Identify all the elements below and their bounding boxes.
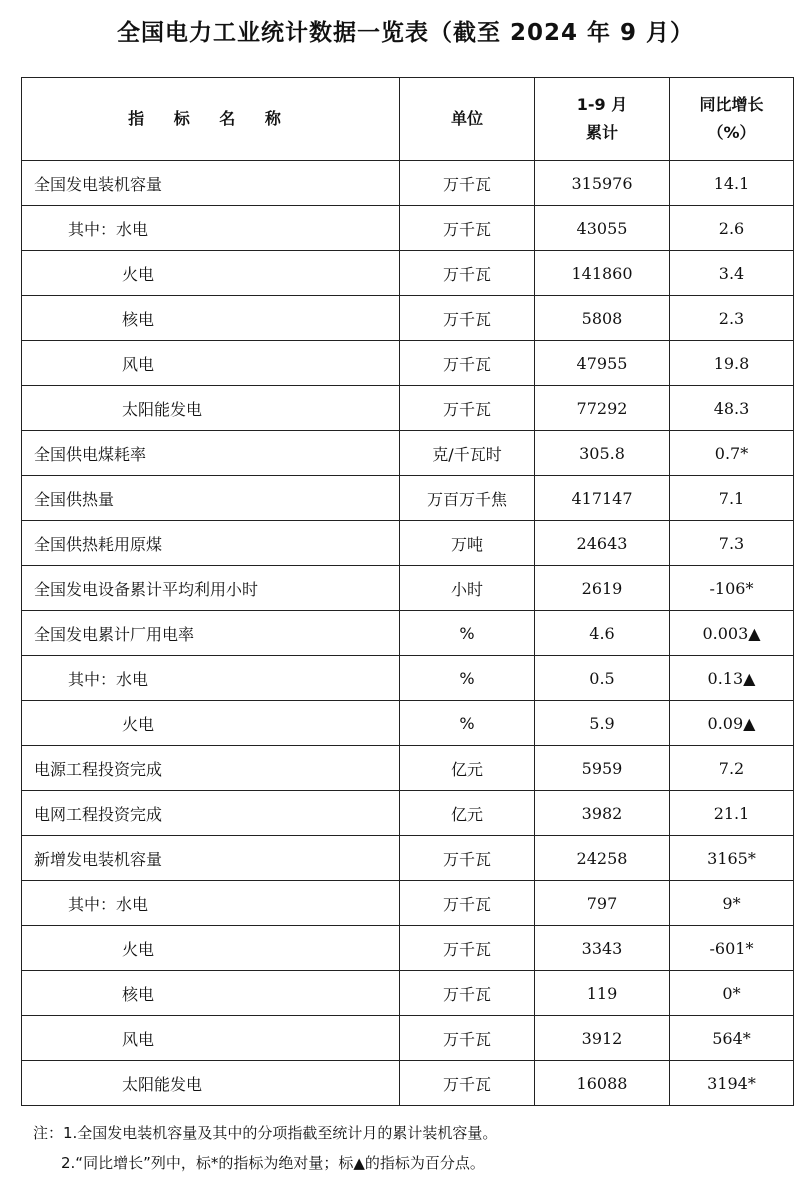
indicator-name-cell: 火电	[22, 251, 400, 296]
indicator-name-cell: 核电	[22, 296, 400, 341]
unit-cell: %	[400, 701, 535, 746]
growth-value-cell: 0*	[670, 971, 794, 1016]
unit-cell: 克/千瓦时	[400, 431, 535, 476]
cumulative-value-cell: 5959	[535, 746, 670, 791]
footnote-1: 注：1.全国发电装机容量及其中的分项指截至统计月的累计装机容量。	[33, 1124, 498, 1142]
cumulative-value-cell: 315976	[535, 161, 670, 206]
statistics-table	[21, 77, 794, 1106]
unit-cell: 万千瓦	[400, 881, 535, 926]
unit-cell: 万百万千焦	[400, 476, 535, 521]
unit-cell: 万千瓦	[400, 926, 535, 971]
cumulative-value-cell: 2619	[535, 566, 670, 611]
unit-cell: 万千瓦	[400, 971, 535, 1016]
unit-cell: 万吨	[400, 521, 535, 566]
indicator-name-cell: 火电	[22, 926, 400, 971]
table-row	[22, 521, 794, 566]
indicator-name-cell: 核电	[22, 971, 400, 1016]
unit-cell: 万千瓦	[400, 836, 535, 881]
unit-cell: 亿元	[400, 791, 535, 836]
table-row	[22, 971, 794, 1016]
growth-value-cell: 7.3	[670, 521, 794, 566]
table-row	[22, 386, 794, 431]
table-row	[22, 566, 794, 611]
cumulative-value-cell: 24643	[535, 521, 670, 566]
unit-cell: 万千瓦	[400, 386, 535, 431]
footnotes	[33, 1118, 497, 1178]
unit-cell: 万千瓦	[400, 1061, 535, 1106]
table-row	[22, 341, 794, 386]
indicator-name-cell: 全国发电装机容量	[22, 161, 400, 206]
table-row	[22, 251, 794, 296]
growth-value-cell: 7.2	[670, 746, 794, 791]
indicator-name-cell: 其中：水电	[22, 656, 400, 701]
header-unit: 单位	[400, 78, 535, 161]
growth-value-cell: 3194*	[670, 1061, 794, 1106]
cumulative-value-cell: 5.9	[535, 701, 670, 746]
table-row	[22, 836, 794, 881]
table-row	[22, 431, 794, 476]
indicator-name-cell: 新增发电装机容量	[22, 836, 400, 881]
cumulative-value-cell: 141860	[535, 251, 670, 296]
indicator-name-cell: 全国发电设备累计平均利用小时	[22, 566, 400, 611]
cumulative-value-cell: 3912	[535, 1016, 670, 1061]
growth-value-cell: 9*	[670, 881, 794, 926]
header-cumulative: 1-9 月 累计	[535, 78, 670, 161]
unit-cell: %	[400, 656, 535, 701]
unit-cell: 万千瓦	[400, 296, 535, 341]
unit-cell: 亿元	[400, 746, 535, 791]
growth-value-cell: 3165*	[670, 836, 794, 881]
table-row	[22, 746, 794, 791]
cumulative-value-cell: 4.6	[535, 611, 670, 656]
footnote-2: 2.“同比增长”列中，标*的指标为绝对量；标▲的指标为百分点。	[61, 1154, 485, 1172]
cumulative-value-cell: 3982	[535, 791, 670, 836]
growth-value-cell: 7.1	[670, 476, 794, 521]
indicator-name-cell: 电网工程投资完成	[22, 791, 400, 836]
header-growth: 同比增长 （%）	[670, 78, 794, 161]
growth-value-cell: 48.3	[670, 386, 794, 431]
indicator-name-cell: 太阳能发电	[22, 1061, 400, 1106]
unit-cell: 万千瓦	[400, 251, 535, 296]
unit-cell: 万千瓦	[400, 206, 535, 251]
indicator-name-cell: 全国发电累计厂用电率	[22, 611, 400, 656]
cumulative-value-cell: 417147	[535, 476, 670, 521]
table-row	[22, 881, 794, 926]
cumulative-value-cell: 5808	[535, 296, 670, 341]
growth-value-cell: 21.1	[670, 791, 794, 836]
table-row	[22, 1061, 794, 1106]
indicator-name-cell: 火电	[22, 701, 400, 746]
cumulative-value-cell: 3343	[535, 926, 670, 971]
growth-value-cell: 3.4	[670, 251, 794, 296]
table-row	[22, 656, 794, 701]
indicator-name-cell: 电源工程投资完成	[22, 746, 400, 791]
indicator-name-cell: 全国供电煤耗率	[22, 431, 400, 476]
cumulative-value-cell: 43055	[535, 206, 670, 251]
table-row	[22, 296, 794, 341]
growth-value-cell: 0.13▲	[670, 656, 794, 701]
indicator-name-cell: 风电	[22, 341, 400, 386]
growth-value-cell: 14.1	[670, 161, 794, 206]
header-indicator-name: 指 标 名 称	[22, 78, 400, 161]
table-row	[22, 1016, 794, 1061]
table-row	[22, 926, 794, 971]
indicator-name-cell: 其中：水电	[22, 881, 400, 926]
cumulative-value-cell: 0.5	[535, 656, 670, 701]
table-header-row	[22, 78, 794, 161]
indicator-name-cell: 太阳能发电	[22, 386, 400, 431]
growth-value-cell: 564*	[670, 1016, 794, 1061]
cumulative-value-cell: 47955	[535, 341, 670, 386]
unit-cell: 万千瓦	[400, 161, 535, 206]
growth-value-cell: 0.003▲	[670, 611, 794, 656]
growth-value-cell: -106*	[670, 566, 794, 611]
table-row	[22, 701, 794, 746]
unit-cell: 万千瓦	[400, 341, 535, 386]
table-row	[22, 206, 794, 251]
indicator-name-cell: 全国供热量	[22, 476, 400, 521]
table-row	[22, 476, 794, 521]
growth-value-cell: 0.7*	[670, 431, 794, 476]
table-body	[22, 161, 794, 1106]
growth-value-cell: -601*	[670, 926, 794, 971]
growth-value-cell: 2.3	[670, 296, 794, 341]
unit-cell: 万千瓦	[400, 1016, 535, 1061]
cumulative-value-cell: 305.8	[535, 431, 670, 476]
growth-value-cell: 0.09▲	[670, 701, 794, 746]
indicator-name-cell: 风电	[22, 1016, 400, 1061]
growth-value-cell: 19.8	[670, 341, 794, 386]
unit-cell: %	[400, 611, 535, 656]
indicator-name-cell: 其中：水电	[22, 206, 400, 251]
cumulative-value-cell: 119	[535, 971, 670, 1016]
growth-value-cell: 2.6	[670, 206, 794, 251]
table-row	[22, 611, 794, 656]
table-row	[22, 161, 794, 206]
table-row	[22, 791, 794, 836]
cumulative-value-cell: 797	[535, 881, 670, 926]
cumulative-value-cell: 77292	[535, 386, 670, 431]
cumulative-value-cell: 24258	[535, 836, 670, 881]
unit-cell: 小时	[400, 566, 535, 611]
indicator-name-cell: 全国供热耗用原煤	[22, 521, 400, 566]
cumulative-value-cell: 16088	[535, 1061, 670, 1106]
page-title: 全国电力工业统计数据一览表（截至 2024 年 9 月）	[116, 20, 695, 46]
